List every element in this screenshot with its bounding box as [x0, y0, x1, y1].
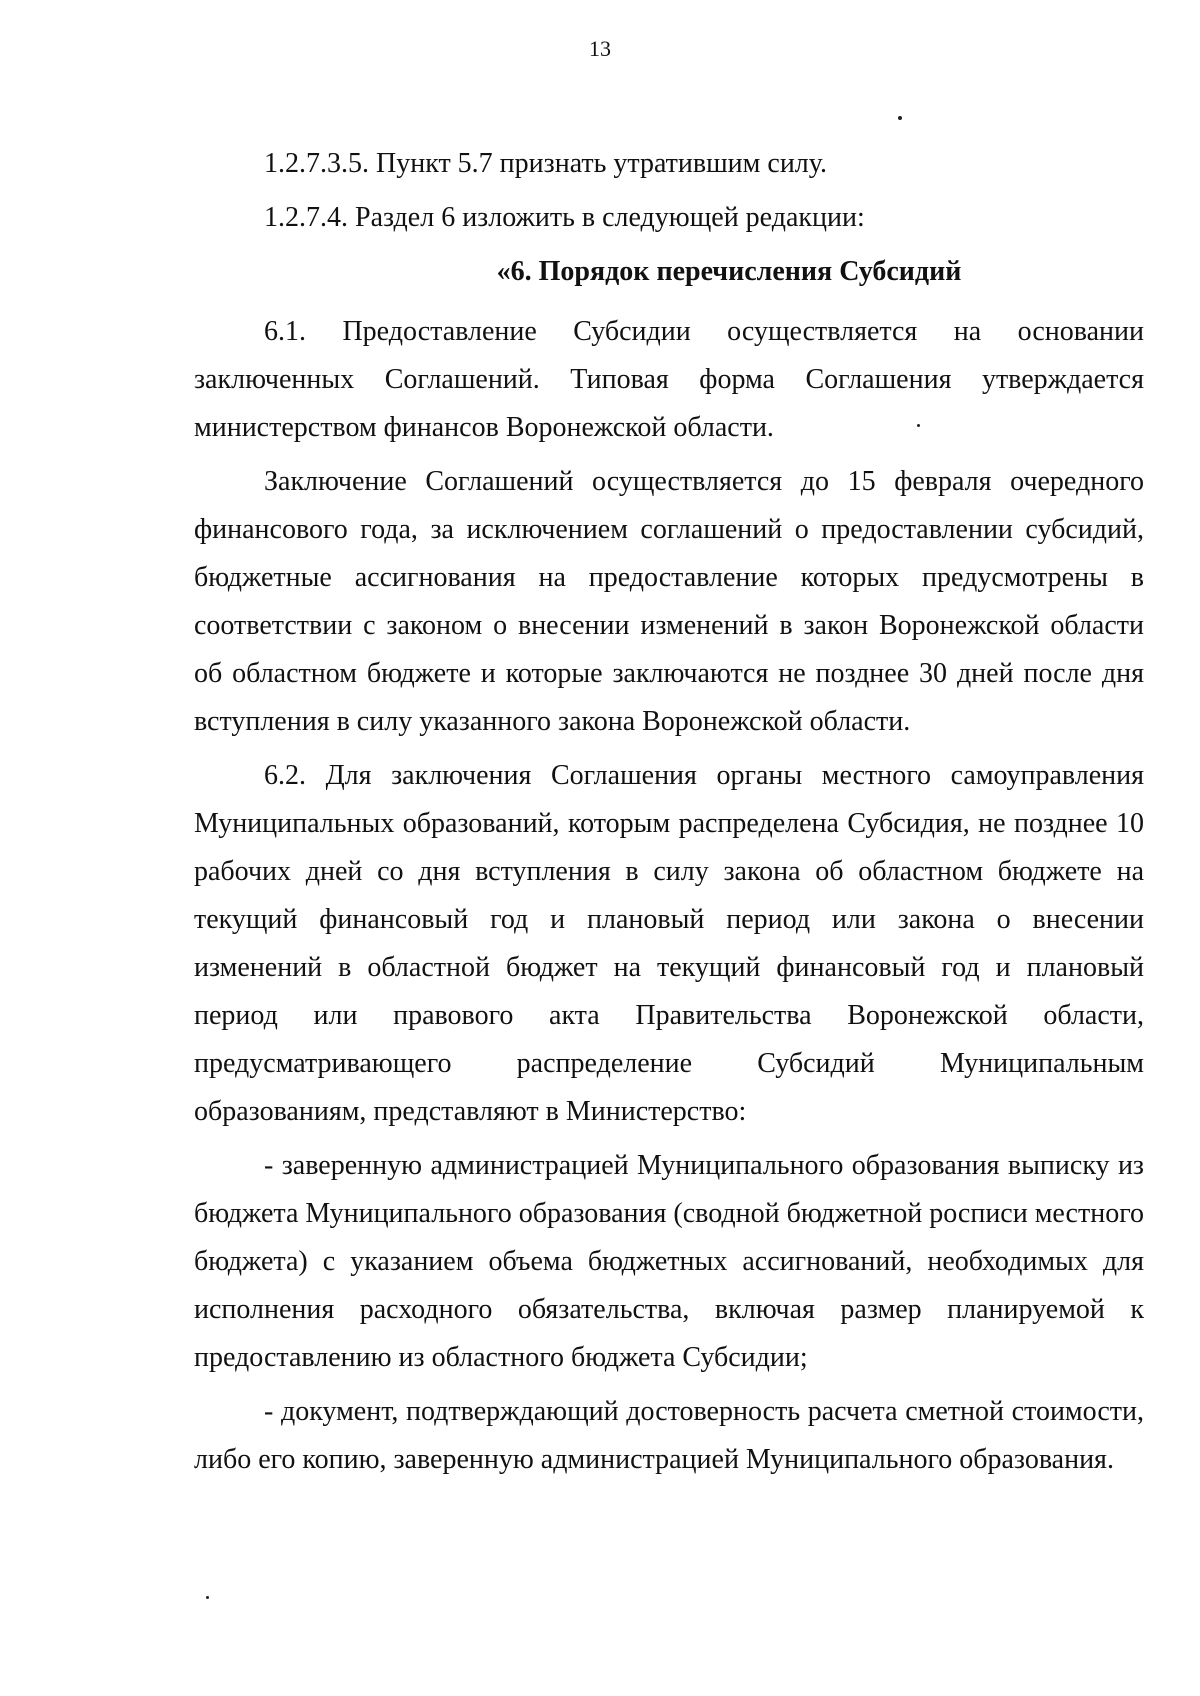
- paragraph-agreement-deadline: Заключение Соглашений осуществляется до 15 февраля очередного финансового года, за исключением соглашений о предоставлении субсидий, бюджетные ассигнования на предоставление которых предусмотрены в соответствии с законом о внесении изменений в закон Воронежской области об областном бюджете и которые заключаются не позднее 30 дней после дня вступления в силу указанного закона Воронежской области.: [194, 466, 1144, 737]
- paragraph-item-1: 1.2.7.3.5. Пункт 5.7 признать утратившим силу.: [264, 148, 827, 179]
- list-item-budget-extract: - заверенную администрацией Муниципального образования выписку из бюджета Муниципального образования (сводной бюджетной росписи местного бюджета) с указанием объема бюджетных ассигнований, необходимых для исполнения расходного обязательства, включая размер планируемой к предоставлению из областного бюджета Субсидии;: [194, 1150, 1144, 1373]
- document-body: [194, 140, 1144, 1484]
- section-title: «6. Порядок перечисления Субсидий: [496, 256, 962, 287]
- paragraph-6-2: 6.2. Для заключения Соглашения органы местного самоуправления Муниципальных образований, которым распределена Субсидия, не позднее 10 рабочих дней со дня вступления в силу закона об областном бюджете на текущий финансовый год и плановый период или закона о внесении изменений в областной бюджет на текущий финансовый год и плановый период или правового акта Правительства Воронежской области, предусматривающего распределение Субсидий Муниципальным образованиям, представляют в Министерство:: [194, 760, 1144, 1127]
- list-item-cost-document: - документ, подтверждающий достоверность расчета сметной стоимости, либо его копию, заверенную администрацией Муниципального образования.: [194, 1396, 1144, 1475]
- page-number: 13: [589, 36, 611, 61]
- scan-speck: [206, 1596, 209, 1599]
- scan-speck: [898, 116, 902, 120]
- paragraph-6-1: 6.1. Предоставление Субсидии осуществляется на основании заключенных Соглашений. Типовая форма Соглашения утверждается министерством финансов Воронежской области.: [194, 316, 1144, 443]
- paragraph-item-2: 1.2.7.4. Раздел 6 изложить в следующей редакции:: [264, 202, 865, 233]
